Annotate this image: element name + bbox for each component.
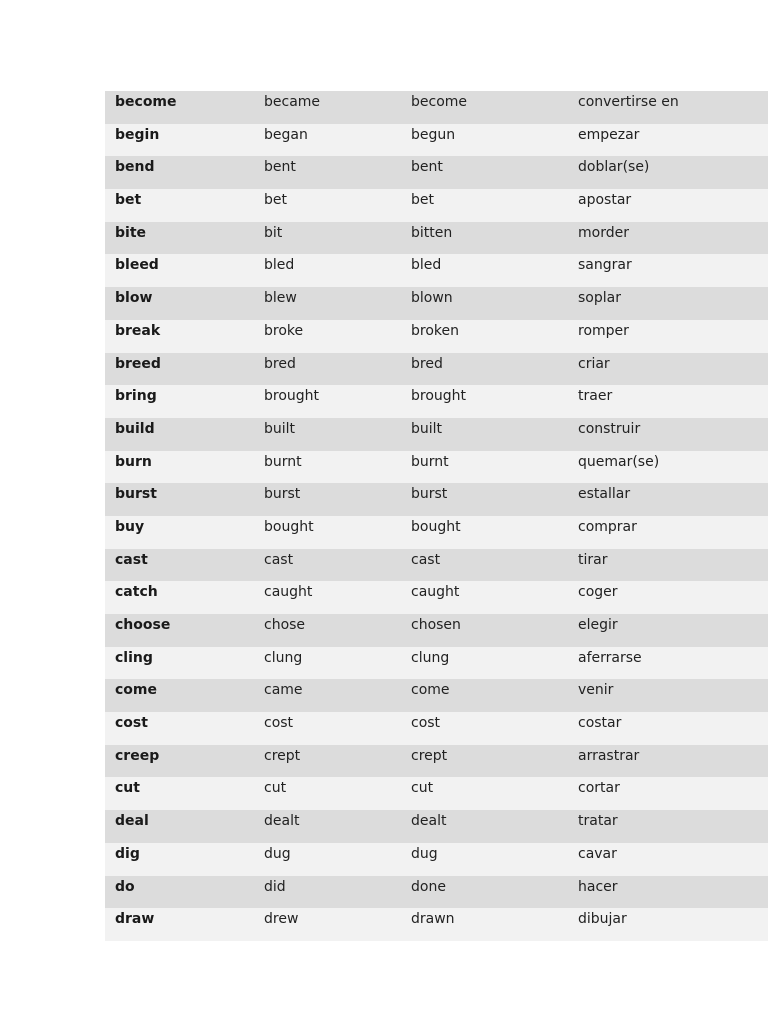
- past-participle-cell: burst: [411, 486, 448, 503]
- past-participle-cell: caught: [411, 584, 460, 601]
- table-row: [105, 124, 768, 157]
- base-form-cell: breed: [115, 355, 161, 372]
- past-simple-cell: burst: [264, 486, 301, 503]
- table-row: [105, 810, 768, 843]
- irregular-verbs-table: [105, 91, 768, 941]
- past-simple-cell: brought: [264, 388, 320, 405]
- spanish-translation-cell: venir: [578, 682, 614, 699]
- spanish-translation-cell: tratar: [578, 813, 618, 830]
- past-participle-cell: brought: [411, 388, 467, 405]
- past-participle-cell: bled: [411, 257, 442, 274]
- past-simple-cell: drew: [264, 911, 299, 928]
- base-form-cell: cling: [115, 649, 153, 666]
- table-row: [105, 483, 768, 516]
- base-form-cell: bend: [115, 159, 155, 176]
- spanish-translation-cell: cavar: [578, 845, 617, 862]
- base-form-cell: cast: [115, 551, 148, 568]
- base-form-cell: burn: [115, 453, 152, 470]
- past-simple-cell: caught: [264, 584, 313, 601]
- table-row: [105, 418, 768, 451]
- spanish-translation-cell: sangrar: [578, 257, 632, 274]
- table-row: [105, 254, 768, 287]
- spanish-translation-cell: arrastrar: [578, 747, 640, 764]
- base-form-cell: burst: [115, 486, 157, 503]
- past-simple-cell: broke: [264, 322, 304, 339]
- past-participle-cell: bet: [411, 192, 434, 209]
- past-simple-cell: crept: [264, 747, 301, 764]
- table-row: [105, 549, 768, 582]
- base-form-cell: draw: [115, 911, 155, 928]
- base-form-cell: break: [115, 322, 161, 339]
- spanish-translation-cell: costar: [578, 715, 622, 732]
- past-simple-cell: bent: [264, 159, 296, 176]
- spanish-translation-cell: elegir: [578, 617, 618, 633]
- table-row: [105, 712, 768, 745]
- past-simple-cell: cast: [264, 551, 294, 568]
- past-participle-cell: come: [411, 682, 450, 699]
- table-row: [105, 353, 768, 386]
- base-form-cell: cost: [115, 715, 148, 732]
- past-simple-cell: became: [264, 94, 321, 110]
- past-simple-cell: burnt: [264, 453, 302, 470]
- past-participle-cell: chosen: [411, 617, 461, 633]
- past-participle-cell: clung: [411, 649, 450, 666]
- past-participle-cell: blown: [411, 290, 453, 307]
- table-row: [105, 745, 768, 778]
- past-participle-cell: bought: [411, 518, 461, 535]
- spanish-translation-cell: hacer: [578, 878, 618, 895]
- table-row: [105, 777, 768, 810]
- past-simple-cell: came: [264, 682, 303, 699]
- past-participle-cell: cut: [411, 780, 434, 797]
- past-participle-cell: done: [411, 878, 446, 895]
- past-participle-cell: become: [411, 94, 468, 110]
- table-row: [105, 876, 768, 909]
- base-form-cell: begin: [115, 126, 160, 143]
- base-form-cell: bet: [115, 192, 142, 209]
- past-simple-cell: built: [264, 420, 296, 437]
- spanish-translation-cell: traer: [578, 388, 613, 405]
- past-simple-cell: did: [264, 878, 286, 895]
- base-form-cell: build: [115, 420, 155, 437]
- base-form-cell: creep: [115, 747, 160, 764]
- past-participle-cell: cast: [411, 551, 441, 568]
- base-form-cell: come: [115, 682, 157, 699]
- past-simple-cell: blew: [264, 290, 297, 307]
- past-simple-cell: dealt: [264, 813, 300, 830]
- table-row: [105, 320, 768, 353]
- base-form-cell: do: [115, 878, 135, 895]
- base-form-cell: buy: [115, 518, 145, 535]
- past-participle-cell: dug: [411, 845, 438, 862]
- past-participle-cell: broken: [411, 322, 459, 339]
- past-participle-cell: cost: [411, 715, 441, 732]
- spanish-translation-cell: construir: [578, 420, 641, 437]
- base-form-cell: bleed: [115, 257, 159, 274]
- past-participle-cell: bitten: [411, 224, 453, 241]
- table-row: [105, 222, 768, 255]
- table-row: [105, 156, 768, 189]
- past-participle-cell: begun: [411, 126, 456, 143]
- table-row: [105, 679, 768, 712]
- spanish-translation-cell: tirar: [578, 551, 608, 568]
- past-simple-cell: bled: [264, 257, 295, 274]
- spanish-translation-cell: coger: [578, 584, 618, 601]
- base-form-cell: choose: [115, 617, 171, 633]
- spanish-translation-cell: cortar: [578, 780, 620, 797]
- spanish-translation-cell: doblar(se): [578, 159, 650, 176]
- base-form-cell: dig: [115, 845, 140, 862]
- past-participle-cell: crept: [411, 747, 448, 764]
- base-form-cell: cut: [115, 780, 140, 797]
- past-simple-cell: bred: [264, 355, 296, 372]
- past-participle-cell: bent: [411, 159, 443, 176]
- table-row: [105, 451, 768, 484]
- base-form-cell: catch: [115, 584, 158, 601]
- base-form-cell: bring: [115, 388, 157, 405]
- past-simple-cell: bought: [264, 518, 314, 535]
- base-form-cell: blow: [115, 290, 153, 307]
- past-participle-cell: bred: [411, 355, 443, 372]
- spanish-translation-cell: quemar(se): [578, 453, 660, 470]
- base-form-cell: become: [115, 94, 177, 110]
- past-simple-cell: bit: [264, 224, 283, 241]
- past-simple-cell: cost: [264, 715, 294, 732]
- spanish-translation-cell: criar: [578, 355, 610, 372]
- table-row: [105, 614, 768, 647]
- table-row: [105, 91, 768, 124]
- past-participle-cell: dealt: [411, 813, 447, 830]
- spanish-translation-cell: convertirse en: [578, 94, 679, 110]
- spanish-translation-cell: empezar: [578, 126, 640, 143]
- base-form-cell: bite: [115, 224, 147, 241]
- spanish-translation-cell: aferrarse: [578, 649, 642, 666]
- past-simple-cell: cut: [264, 780, 287, 797]
- spanish-translation-cell: romper: [578, 322, 629, 339]
- table-row: [105, 385, 768, 418]
- table-row: [105, 843, 768, 876]
- table-row: [105, 287, 768, 320]
- past-simple-cell: began: [264, 126, 308, 143]
- past-simple-cell: bet: [264, 192, 287, 209]
- past-simple-cell: dug: [264, 845, 291, 862]
- spanish-translation-cell: morder: [578, 224, 629, 241]
- past-simple-cell: clung: [264, 649, 303, 666]
- spanish-translation-cell: apostar: [578, 192, 632, 209]
- spanish-translation-cell: dibujar: [578, 911, 627, 928]
- past-participle-cell: burnt: [411, 453, 449, 470]
- table-row: [105, 189, 768, 222]
- table-row: [105, 581, 768, 614]
- spanish-translation-cell: soplar: [578, 290, 621, 307]
- past-participle-cell: built: [411, 420, 443, 437]
- past-simple-cell: chose: [264, 617, 306, 633]
- table-row: [105, 516, 768, 549]
- past-participle-cell: drawn: [411, 911, 455, 928]
- table-row: [105, 647, 768, 680]
- spanish-translation-cell: estallar: [578, 486, 631, 503]
- spanish-translation-cell: comprar: [578, 518, 637, 535]
- base-form-cell: deal: [115, 813, 149, 830]
- table-row: [105, 908, 768, 941]
